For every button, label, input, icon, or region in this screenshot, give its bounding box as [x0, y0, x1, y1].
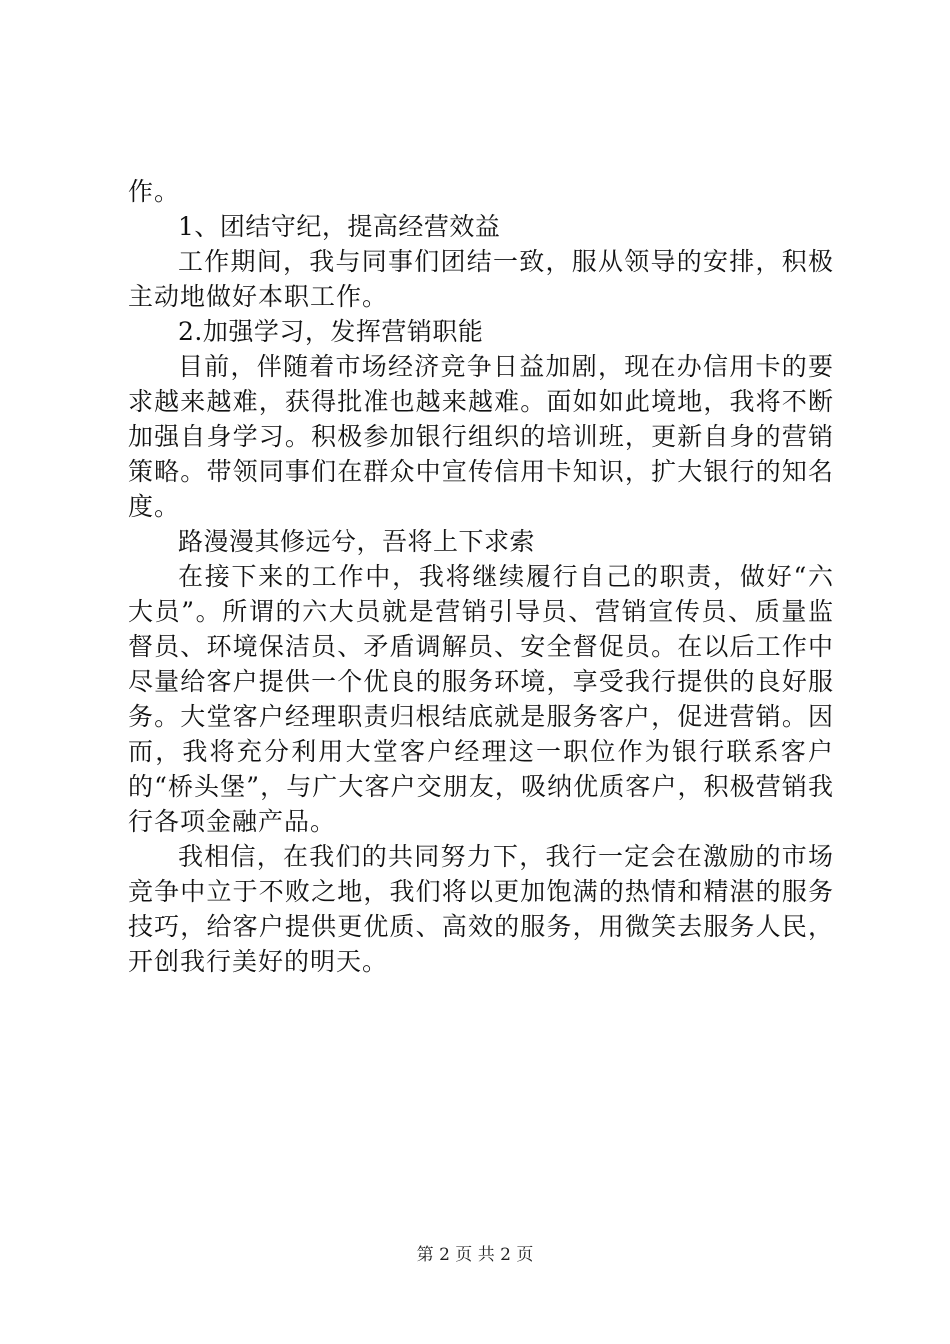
- paragraph-unity: 工作期间，我与同事们团结一致，服从领导的安排，积极主动地做好本职工作。: [128, 247, 834, 311]
- paragraph-six-roles: 在接下来的工作中，我将继续履行自己的职责，做好“六大员”。所谓的六大员就是营销引导员、营销宣传员、质量监督员、环境保洁员、矛盾调解员、安全督促员。在以后工作中尽量给客户提供一个优良的服务环境，享受我行提供的良好服务。大堂客户经理职责归根结底就是服务客户，促进营销。因而，我将充分利用大堂客户经理这一职位作为银行联系客户的“桥头堡”，与广大客户交朋友，吸纳优质客户，积极营销我行各项金融产品。: [128, 562, 834, 836]
- section-heading-learning: 2.加强学习，发挥营销职能: [178, 317, 484, 346]
- section-heading-unity: 1、团结守纪，提高经营效益: [178, 212, 501, 241]
- paragraph-continuation: 作。: [128, 177, 181, 206]
- document-body: [128, 174, 834, 979]
- paragraph-learning: 目前，伴随着市场经济竞争日益加剧，现在办信用卡的要求越来越难，获得批准也越来越难。面如如此境地，我将不断加强自身学习。积极参加银行组织的培训班，更新自身的营销策略。带领同事们在群众中宣传信用卡知识，扩大银行的知名度。: [128, 352, 834, 521]
- paragraph-conclusion: 我相信，在我们的共同努力下，我行一定会在激励的市场竞争中立于不败之地，我们将以更加饱满的热情和精湛的服务技巧，给客户提供更优质、高效的服务，用微笑去服务人民，开创我行美好的明天。: [128, 842, 834, 976]
- section-heading-future: 路漫漫其修远兮，吾将上下求索: [178, 527, 536, 556]
- page-footer: 第 2 页 共 2 页: [416, 1245, 534, 1265]
